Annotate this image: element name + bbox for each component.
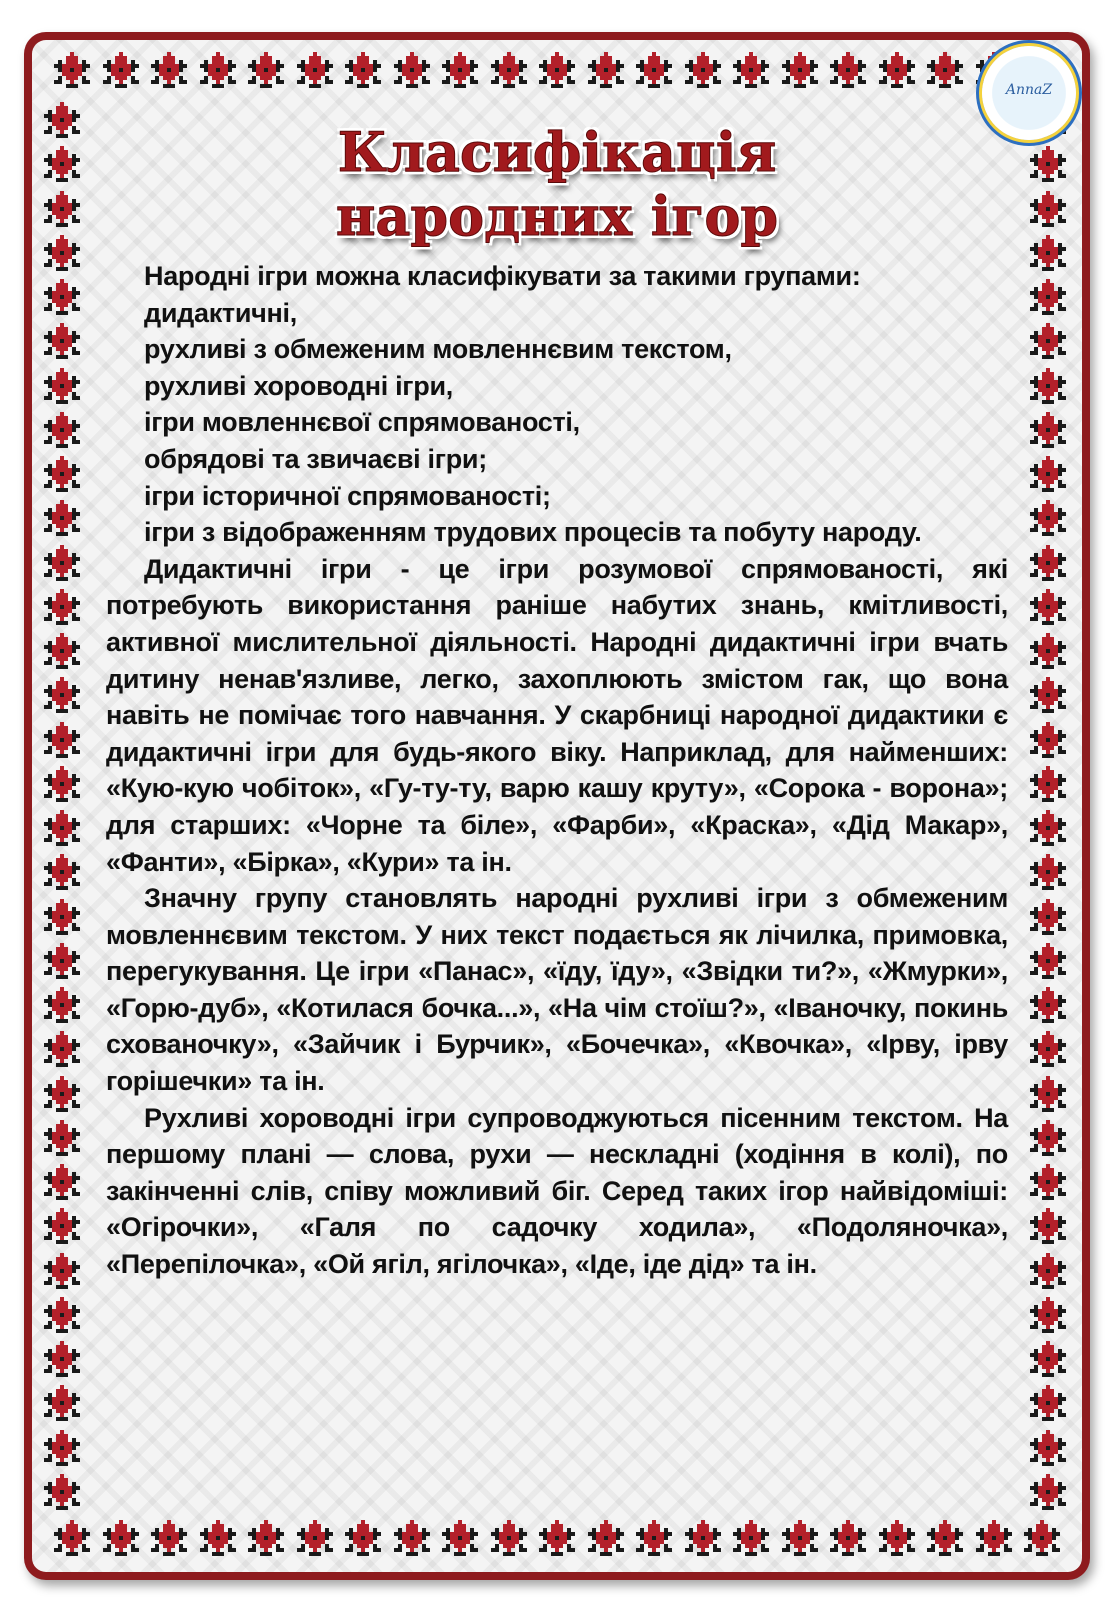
embroidery-motif-icon <box>1030 677 1066 713</box>
article-body <box>106 258 1008 1283</box>
embroidery-motif-icon <box>394 52 430 88</box>
embroidery-motif-icon <box>44 191 80 227</box>
embroidery-motif-icon <box>103 1520 139 1556</box>
embroidery-motif-icon <box>685 1520 721 1556</box>
embroidery-motif-icon <box>1030 899 1066 935</box>
embroidery-motif-icon <box>636 52 672 88</box>
embroidery-motif-icon <box>44 1341 80 1377</box>
embroidery-motif-icon <box>54 1520 90 1556</box>
embroidery-motif-icon <box>879 1520 915 1556</box>
embroidery-motif-icon <box>588 52 624 88</box>
embroidery-motif-icon <box>830 52 866 88</box>
group-item: ігри історичної спрямованості; <box>144 480 551 511</box>
group-item: ігри з відображенням трудових процесів та побуту народу. <box>144 517 922 548</box>
embroidery-motif-icon <box>1030 323 1066 359</box>
embroidery-motif-icon <box>1030 589 1066 625</box>
embroidery-motif-icon <box>1030 810 1066 846</box>
embroidery-motif-icon <box>1030 368 1066 404</box>
embroidery-motif-icon <box>1024 1520 1060 1556</box>
emblem-icon <box>974 38 1084 148</box>
round-dance-games-paragraph: Рухливі хороводні ігри супроводжуються пісенним текстом. На першому плані — слова, рухи — нескладні (ходіння в колі), по закінченні слів, співу можливий біг. Серед таких ігор найвідоміші: «Огірочки», «Галя по садочку ходила», «Подоляночка», «Перепілочка», «Ой ягіл, ягілочка», «Іде, іде дід» та ін. <box>106 1102 1008 1280</box>
title-line-2: народних ігор <box>335 184 779 248</box>
embroidery-motif-icon <box>44 854 80 890</box>
embroidery-motif-icon <box>44 368 80 404</box>
embroidery-motif-icon <box>44 1385 80 1421</box>
embroidery-motif-icon <box>1030 722 1066 758</box>
embroidery-border-left <box>44 102 84 1510</box>
embroidery-motif-icon <box>879 52 915 88</box>
embroidery-motif-icon <box>782 52 818 88</box>
embroidery-motif-icon <box>54 52 90 88</box>
embroidery-motif-icon <box>44 323 80 359</box>
embroidery-motif-icon <box>345 52 381 88</box>
embroidery-motif-icon <box>976 1520 1012 1556</box>
embroidery-motif-icon <box>1030 146 1066 182</box>
embroidery-motif-icon <box>44 899 80 935</box>
embroidery-motif-icon <box>733 52 769 88</box>
embroidery-motif-icon <box>1030 943 1066 979</box>
embroidery-motif-icon <box>44 943 80 979</box>
embroidery-motif-icon <box>44 722 80 758</box>
embroidery-motif-icon <box>151 1520 187 1556</box>
embroidery-motif-icon <box>1030 1120 1066 1156</box>
group-item: рухливі з обмеженим мовленнєвим текстом, <box>144 334 732 365</box>
embroidery-motif-icon <box>927 52 963 88</box>
embroidery-motif-icon <box>1030 500 1066 536</box>
embroidery-motif-icon <box>1030 1474 1066 1510</box>
embroidery-motif-icon <box>44 1076 80 1112</box>
embroidery-motif-icon <box>44 1253 80 1289</box>
poster-frame <box>24 32 1090 1580</box>
embroidery-motif-icon <box>151 52 187 88</box>
group-item: дидактичні, <box>144 297 297 328</box>
embroidery-motif-icon <box>1030 191 1066 227</box>
embroidery-border-right <box>1030 102 1070 1510</box>
embroidery-motif-icon <box>1030 766 1066 802</box>
embroidery-motif-icon <box>442 52 478 88</box>
embroidery-motif-icon <box>44 1031 80 1067</box>
embroidery-motif-icon <box>491 52 527 88</box>
embroidery-motif-icon <box>44 1208 80 1244</box>
emblem-text: AnnaZ <box>1005 82 1053 98</box>
embroidery-motif-icon <box>442 1520 478 1556</box>
embroidery-motif-icon <box>345 1520 381 1556</box>
embroidery-motif-icon <box>1030 633 1066 669</box>
embroidery-motif-icon <box>44 633 80 669</box>
embroidery-motif-icon <box>44 766 80 802</box>
embroidery-motif-icon <box>927 1520 963 1556</box>
embroidery-border-bottom <box>54 1520 1060 1560</box>
title-line-1: Класифікація <box>337 120 777 184</box>
embroidery-motif-icon <box>44 987 80 1023</box>
embroidery-motif-icon <box>248 1520 284 1556</box>
embroidery-motif-icon <box>200 52 236 88</box>
didactic-games-paragraph: Дидактичні ігри - це ігри розумової спрямованості, які потребують використання раніше набутих знань, кмітливості, активної мислительної діяльності. Народні дидактичні ігри вчать дитину ненав'язливе, легко, захоплюють змістом гак, що вона навіть не помічає того навчання. У скарбниці народної дидактики є дидактичні ігри для будь-якого віку. Наприклад, для найменших: «Кую-кую чобіток», «Гу-ту-ту, варю кашу круту», «Сорока - ворона»; для старших: «Чорне та біле», «Фарби», «Краска», «Дід Макар», «Фанти», «Бірка», «Кури» та ін. <box>106 553 1008 877</box>
page-title <box>192 120 922 248</box>
embroidery-motif-icon <box>782 1520 818 1556</box>
embroidery-motif-icon <box>1030 987 1066 1023</box>
embroidery-motif-icon <box>44 810 80 846</box>
embroidery-motif-icon <box>44 146 80 182</box>
embroidery-motif-icon <box>44 102 80 138</box>
embroidery-motif-icon <box>1030 456 1066 492</box>
embroidery-motif-icon <box>44 279 80 315</box>
embroidery-motif-icon <box>685 52 721 88</box>
embroidery-motif-icon <box>1030 279 1066 315</box>
embroidery-motif-icon <box>44 412 80 448</box>
embroidery-motif-icon <box>1030 1341 1066 1377</box>
embroidery-motif-icon <box>1030 1430 1066 1466</box>
embroidery-motif-icon <box>44 677 80 713</box>
embroidery-motif-icon <box>1030 1164 1066 1200</box>
embroidery-motif-icon <box>44 1297 80 1333</box>
embroidery-motif-icon <box>1030 1076 1066 1112</box>
embroidery-motif-icon <box>491 1520 527 1556</box>
embroidery-motif-icon <box>1030 854 1066 890</box>
embroidery-motif-icon <box>44 1120 80 1156</box>
embroidery-motif-icon <box>1030 235 1066 271</box>
group-item: ігри мовленнєвої спрямованості, <box>144 407 580 438</box>
embroidery-motif-icon <box>733 1520 769 1556</box>
embroidery-motif-icon <box>588 1520 624 1556</box>
embroidery-motif-icon <box>1030 1253 1066 1289</box>
embroidery-motif-icon <box>44 1164 80 1200</box>
embroidery-motif-icon <box>103 52 139 88</box>
poster-sheet <box>32 40 1082 1572</box>
intro-paragraph: Народні ігри можна класифікувати за такими групами: <box>144 261 861 291</box>
group-item: рухливі хороводні ігри, <box>144 370 453 401</box>
embroidery-motif-icon <box>297 52 333 88</box>
embroidery-motif-icon <box>636 1520 672 1556</box>
embroidery-motif-icon <box>44 456 80 492</box>
embroidery-motif-icon <box>1030 1208 1066 1244</box>
embroidery-motif-icon <box>248 52 284 88</box>
embroidery-motif-icon <box>44 545 80 581</box>
embroidery-motif-icon <box>44 1474 80 1510</box>
embroidery-motif-icon <box>44 500 80 536</box>
embroidery-motif-icon <box>539 1520 575 1556</box>
embroidery-motif-icon <box>44 235 80 271</box>
embroidery-motif-icon <box>200 1520 236 1556</box>
embroidery-motif-icon <box>44 589 80 625</box>
embroidery-motif-icon <box>830 1520 866 1556</box>
embroidery-motif-icon <box>44 1430 80 1466</box>
embroidery-motif-icon <box>297 1520 333 1556</box>
embroidery-motif-icon <box>1030 412 1066 448</box>
embroidery-motif-icon <box>1030 545 1066 581</box>
movement-games-paragraph: Значну групу становлять народні рухливі ігри з обмеженим мовленнєвим текстом. У них текст подається як лічилка, примовка, перегукування. Це ігри «Панас», «їду, їду», «Звідки ти?», «Жмурки», «Горю-дуб», «Котилася бочка...», «На чім стоїш?», «Іваночку, покинь схованочку», «Зайчик і Бурчик», «Бочечка», «Квочка», «Ірву, ірву горішечки» та ін. <box>106 883 1008 1097</box>
embroidery-motif-icon <box>1030 1031 1066 1067</box>
group-item: обрядові та звичаєві ігри; <box>144 443 487 474</box>
embroidery-motif-icon <box>1030 1385 1066 1421</box>
embroidery-motif-icon <box>1030 1297 1066 1333</box>
embroidery-motif-icon <box>394 1520 430 1556</box>
embroidery-motif-icon <box>539 52 575 88</box>
embroidery-border-top <box>54 52 1060 92</box>
